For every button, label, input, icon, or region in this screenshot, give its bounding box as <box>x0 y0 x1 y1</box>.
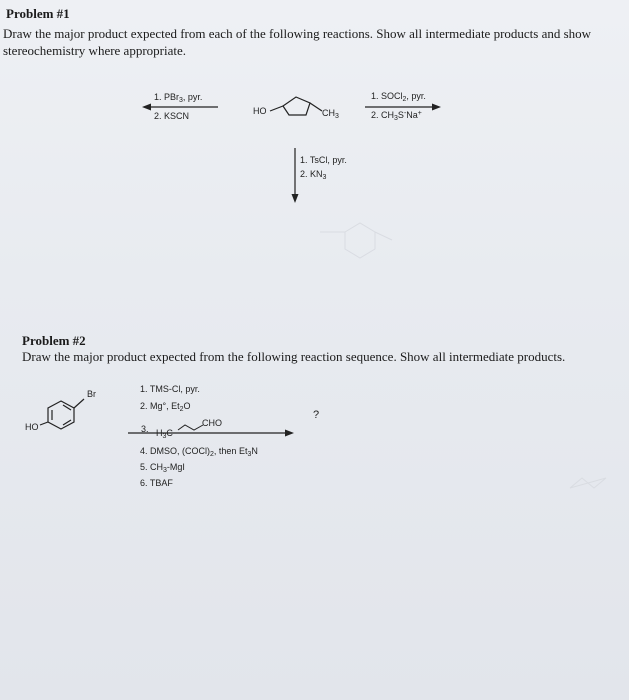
step-6-reagent: 6. TBAF <box>140 478 173 488</box>
problem1-instructions: Draw the major product expected from each of the following reactions. Show all intermediate products and show stereochemistry where appropriate. <box>3 26 592 58</box>
step-4-reagent: 4. DMSO, $(COCl)_2$, then $Et_3N$ <box>140 446 258 458</box>
benzene-ring <box>40 399 84 429</box>
left-arrow-step1: 1. PBr$_3$, pyr. <box>154 92 203 104</box>
right-arrow-step2: 2. $CH_3S^-Na^+$ <box>371 110 422 122</box>
step-2-reagent: 2. Mg°, $Et_2O$ <box>140 401 191 413</box>
left-arrow-step2: 2. KSCN <box>154 111 190 121</box>
down-arrow-step2: 2. $KN_3$ <box>300 169 327 181</box>
problem1-title: Problem #1 <box>6 6 70 21</box>
step-3-number: 3. <box>141 424 149 434</box>
down-arrow-step1: 1. TsCl, pyr. <box>300 155 347 165</box>
down-reaction-arrow <box>292 148 299 203</box>
step-3-methyl-label: $H_3C$ <box>156 428 173 440</box>
cyclopentane-methyl-label: $CH_3$ <box>322 108 339 120</box>
step-3-aldehyde-label: CHO <box>202 418 222 428</box>
right-arrow-step1: 1. SOCl$_2$, pyr. <box>371 91 426 103</box>
cyclopentane-hydroxyl-label: HO <box>253 106 267 116</box>
benzene-hydroxyl-label: HO <box>25 422 39 432</box>
problem2-instructions: Draw the major product expected from the following reaction sequence. Show all intermediate products. <box>22 349 566 364</box>
propanal-chain <box>178 425 203 430</box>
problem2-title: Problem #2 <box>22 333 86 348</box>
benzylic-bromide-label: Br <box>87 389 96 399</box>
step-5-reagent: 5. $CH_3$-MgI <box>140 462 185 474</box>
left-reaction-arrow <box>142 104 218 111</box>
step-1-reagent: 1. TMS-Cl, pyr. <box>140 384 200 394</box>
cyclopentane-ring <box>270 97 322 115</box>
product-question-mark: ? <box>313 409 320 421</box>
problem2-reaction-arrow <box>128 430 294 437</box>
